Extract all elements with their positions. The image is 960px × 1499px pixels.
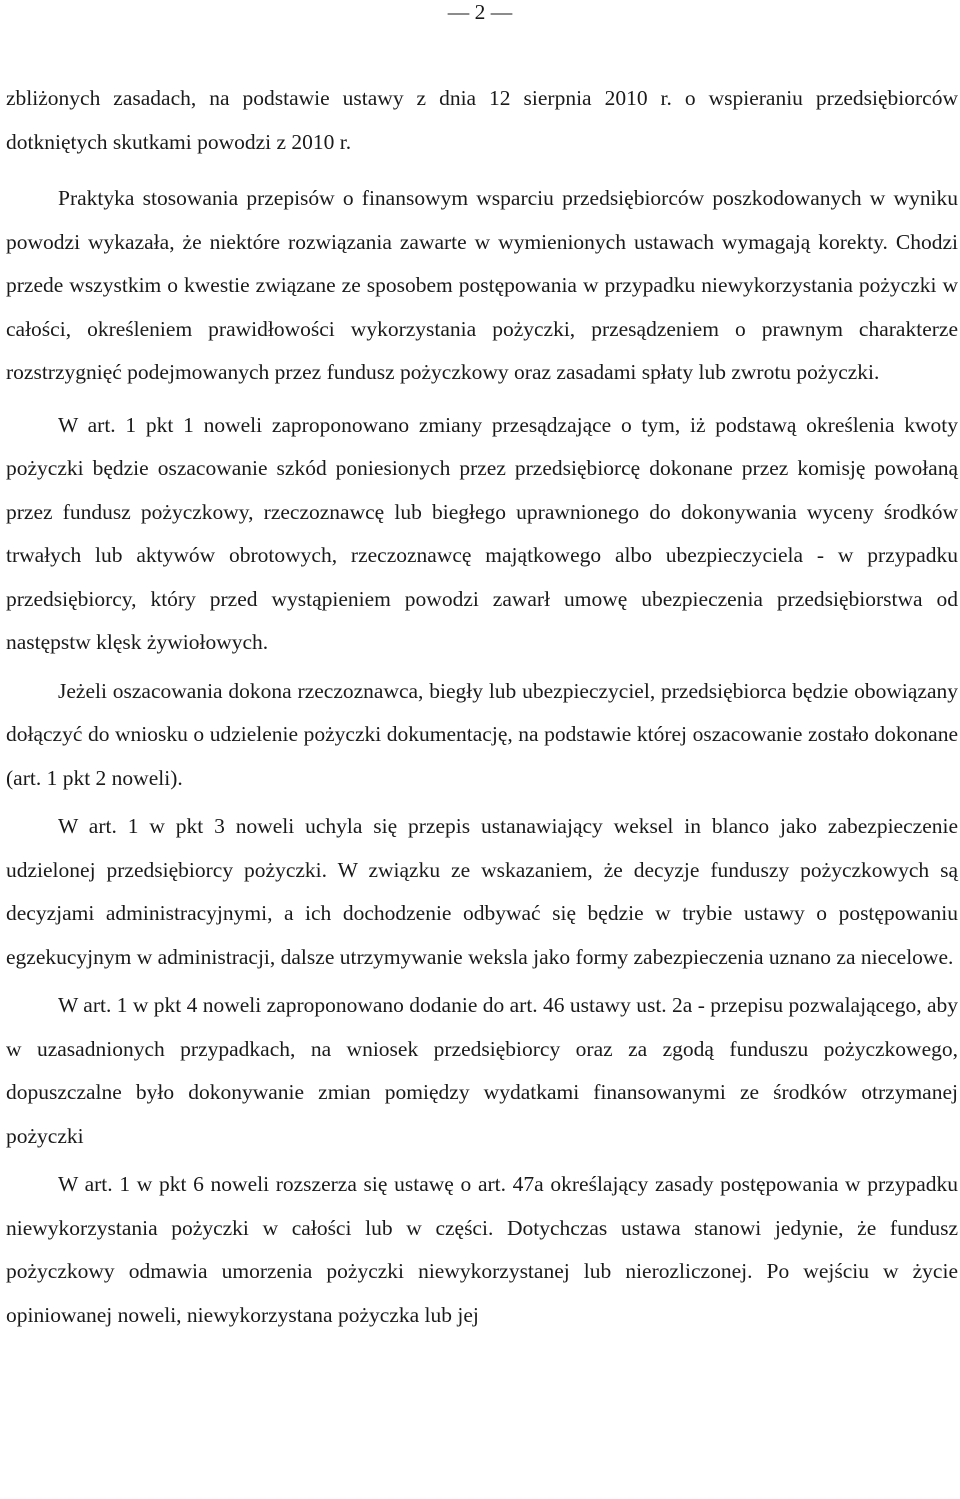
paragraph-practice: Praktyka stosowania przepisów o finansowym wsparciu przedsiębiorców poszkodowanych w wyniku powodzi wykazała, że niektóre rozwiązania zawarte w wymienionych ustawach wymagają korekty. Chodzi przede wszystkim o kwestie związane ze sposobem postępowania w przypadku niewykorzystania pożyczki w całości, określeniem prawidłowości wykorzystania pożyczki, przesądzeniem o prawnym charakterze rozstrzygnięć podejmowanych przez fundusz pożyczkowy oraz zasadami spłaty lub zwrotu pożyczki. xyxy=(6,186,958,384)
page-number: — 2 — xyxy=(447,0,513,24)
paragraph-art1-pkt6: W art. 1 w pkt 6 noweli rozszerza się ustawę o art. 47a określający zasady postępowania w przypadku niewykorzystania pożyczki w całości lub w części. Dotychczas ustawa stanowi jedynie, że fundusz pożyczkowy odmawia umorzenia pożyczki niewykorzystanej lub nierozliczonej. Po wejściu w życie opiniowanej noweli, niewykorzystana pożyczka lub jej xyxy=(6,1172,958,1327)
paragraph-art1-pkt3: W art. 1 w pkt 3 noweli uchyla się przepis ustanawiający weksel in blanco jako zabezpieczenie udzielonej przedsiębiorcy pożyczki. W związku ze wskazaniem, że decyzje funduszy pożyczkowych są decyzjami administracyjnymi, a ich dochodzenie odbywać się będzie w trybie ustawy o postępowaniu egzekucyjnym w administracji, dalsze utrzymywanie weksla jako formy zabezpieczenia uznano za niecelowe. xyxy=(6,814,958,969)
paragraph-art1-pkt4: W art. 1 w pkt 4 noweli zaproponowano dodanie do art. 46 ustawy ust. 2a - przepisu pozwalającego, aby w uzasadnionych przypadkach, na wniosek przedsiębiorcy oraz za zgodą funduszu pożyczkowego, dopuszczalne było dokonywanie zmian pomiędzy wydatkami finansowanymi ze środków otrzymanej pożyczki xyxy=(6,993,958,1148)
paragraph-valuation: Jeżeli oszacowania dokona rzeczoznawca, biegły lub ubezpieczyciel, przedsiębiorca będzie obowiązany dołączyć do wniosku o udzielenie pożyczki dokumentację, na podstawie której oszacowanie zostało dokonane (art. 1 pkt 2 noweli). xyxy=(6,678,958,790)
document-body xyxy=(6,77,958,1337)
paragraph-continuation: zbliżonych zasadach, na podstawie ustawy z dnia 12 sierpnia 2010 r. o wspieraniu przedsiębiorców dotkniętych skutkami powodzi z 2010 r. xyxy=(6,86,958,154)
paragraph-art1-pkt1: W art. 1 pkt 1 noweli zaproponowano zmiany przesądzające o tym, iż podstawą określenia kwoty pożyczki będzie oszacowanie szkód poniesionych przez przedsiębiorcę dokonane przez komisję powołaną przez fundusz pożyczkowy, rzeczoznawcę lub biegłego uprawnionego do dokonywania wyceny środków trwałych lub aktywów obrotowych, rzeczoznawcę majątkowego albo ubezpieczyciela - w przypadku przedsiębiorcy, który przed wystąpieniem powodzi zawarł umowę ubezpieczenia przedsiębiorstwa od następstw klęsk żywiołowych. xyxy=(6,412,958,654)
